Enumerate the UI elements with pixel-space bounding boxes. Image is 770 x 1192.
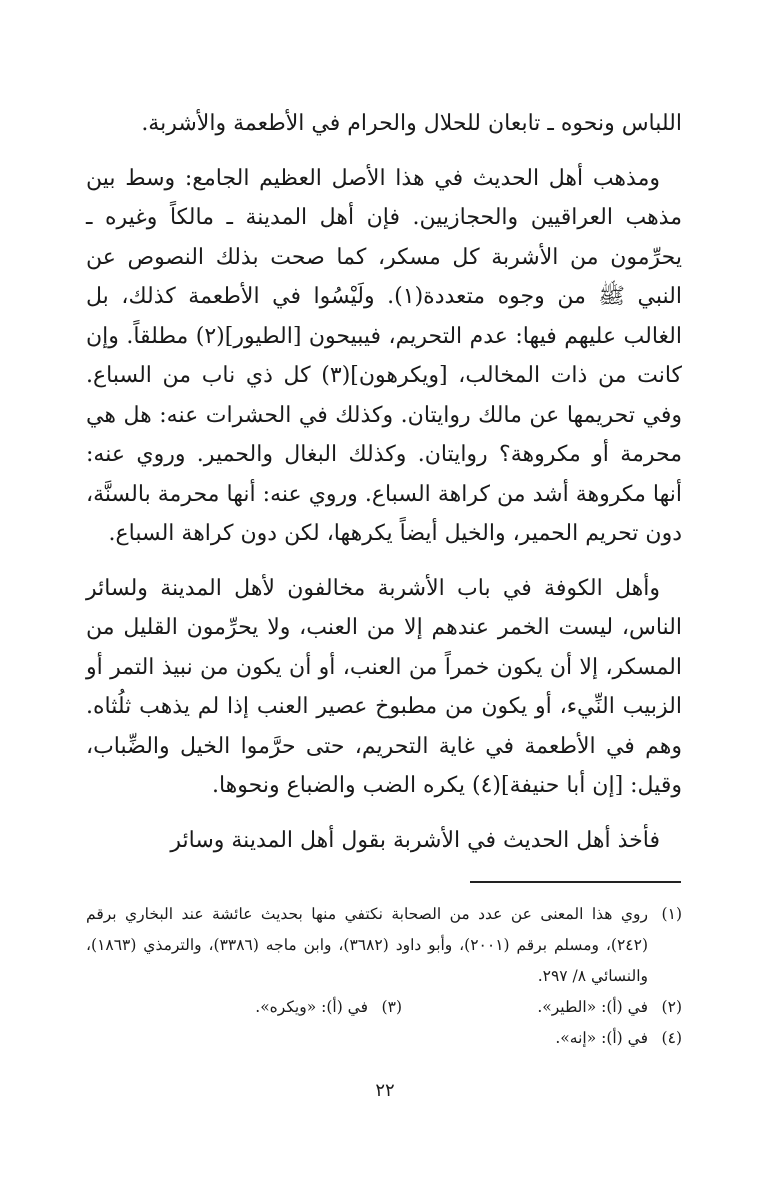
footnote-2-text: في (أ): «الطير».: [537, 998, 648, 1016]
footnote-4-number: (٤): [661, 1029, 682, 1047]
main-text: [86, 104, 682, 860]
footnote-1-text: روي هذا المعنى عن عدد من الصحابة نكتفي منها بحديث عائشة عند البخاري برقم (٢٤٢)، ومسلم برقم (٢٠٠١)، وأبو داود (٣٦٨٢)، وابن ماجه (٣٣٨٦)، والترمذي (١٨٦٣)، والنسائي ٨/ ٢٩٧.: [86, 905, 649, 985]
paragraph-ahl-al-hadith-drinks: فأخذ أهل الحديث في الأشربة بقول أهل المدينة وسائر: [170, 827, 660, 853]
footnote-3: [122, 992, 402, 1023]
footnote-1-number: (١): [661, 905, 682, 923]
footnote-4-text: في (أ): «إنه».: [555, 1029, 648, 1047]
footnote-row-2-3: [86, 992, 682, 1023]
paragraph-ahl-al-kufa: وأهل الكوفة في باب الأشربة مخالفون لأهل المدينة ولسائر الناس، ليست الخمر عندهم إلا من العنب، ولا يحرِّمون القليل من المسكر، إلا أن يكون خمراً من العنب، أو أن يكون من نبيذ التمر أو الزبيب النِّيء، أو يكون من مطبوخ عصير العنب إذا لم يذهب ثلُثاه. وهم في الأطعمة في غاية التحريم، حتى حرَّموا الخيل والضِّباب، وقيل: [إن أبا حنيفة](٤) يكره الضب والضباع ونحوها.: [86, 575, 683, 798]
footnote-1: [86, 899, 682, 992]
page-number: ٢٢: [375, 1080, 395, 1101]
footnote-4: [86, 1023, 682, 1054]
footnote-separator: [470, 881, 681, 883]
footnotes: [86, 899, 682, 1054]
footnote-3-text: في (أ): «ويكره».: [255, 998, 368, 1016]
footnote-2: [402, 992, 682, 1023]
footnote-3-number: (٣): [381, 998, 402, 1016]
footnote-2-number: (٢): [661, 998, 682, 1016]
paragraph-ahl-al-hadith-doctrine: ومذهب أهل الحديث في هذا الأصل العظيم الجامع: وسط بين مذهب العراقيين والحجازيين. فإن أهل المدينة ـ مالكاً وغيره ـ يحرِّمون من الأشربة كل مسكر، كما صحت بذلك النصوص عن النبي ﷺ من وجوه متعددة(١). ولَيْسُوا في الأطعمة كذلك، بل الغالب عليهم فيها: عدم التحريم، فيبيحون [الطيور](٢) مطلقاً. وإن كانت من ذات المخالب، [ويكرهون](٣) كل ذي ناب من السباع. وفي تحريمها عن مالك روايتان. وكذلك في الحشرات عنه: هل هي محرمة أو مكروهة؟ روايتان. وكذلك البغال والحمير. وروي عنه: أنها مكروهة أشد من كراهة السباع. وروي عنه: أنها محرمة بالسنَّة، دون تحريم الحمير، والخيل أيضاً يكرهها، لكن دون كراهة السباع.: [86, 165, 683, 546]
paragraph-continuation: اللباس ونحوه ـ تابعان للحلال والحرام في الأطعمة والأشربة.: [141, 111, 682, 136]
